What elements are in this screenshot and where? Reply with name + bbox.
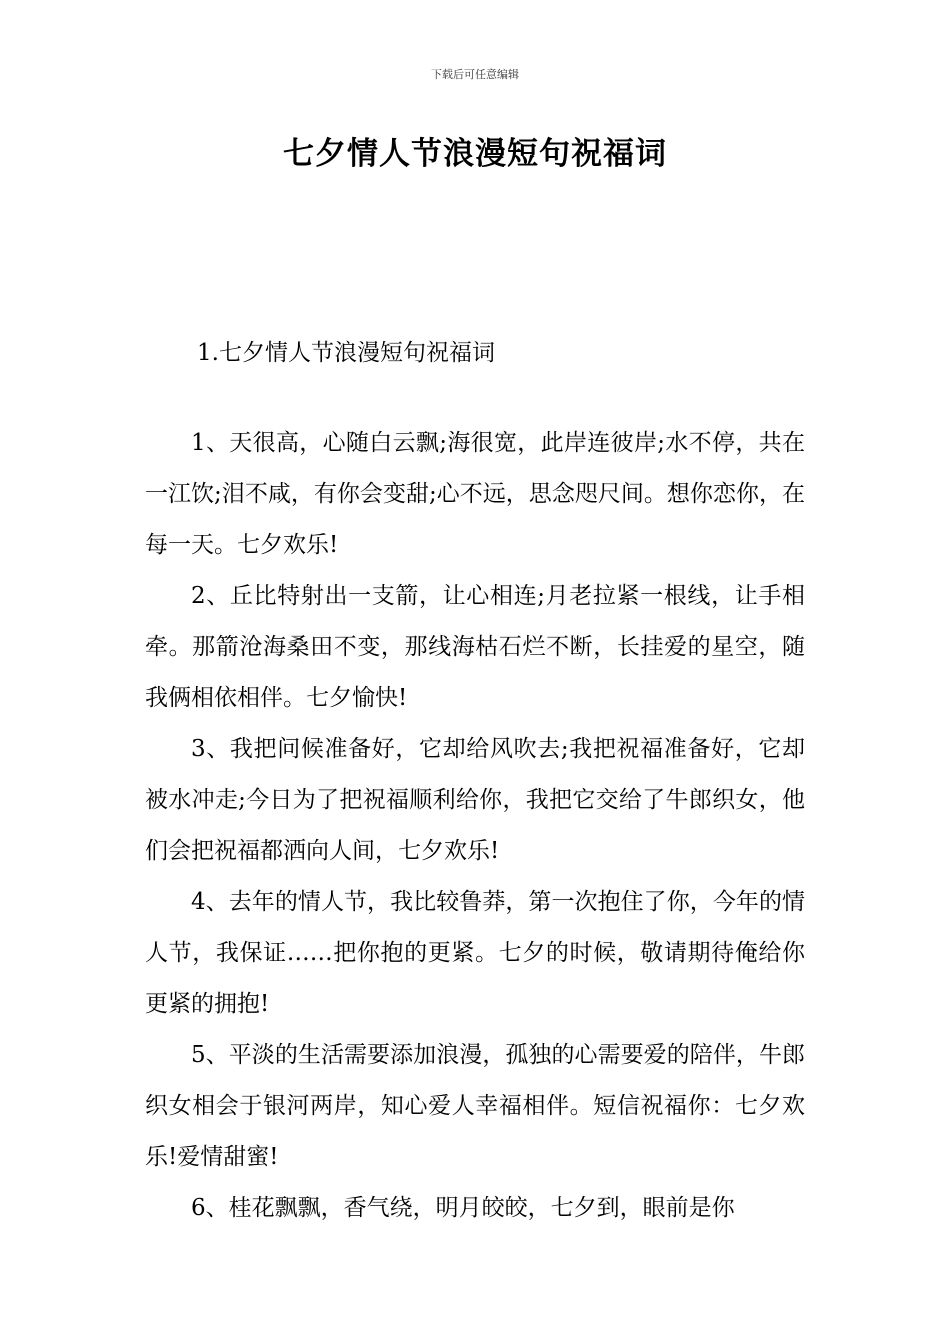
paragraph-1: 1、天很高，心随白云飘;海很宽，此岸连彼岸;水不停，共在一江饮;泪不咸，有你会变甜;心不远，思念咫尺间。想你恋你，在每一天。七夕欢乐! (145, 430, 805, 558)
paragraph-3: 3、我把问候准备好，它却给风吹去;我把祝福准备好，它却被水冲走;今日为了把祝福顺利给你，我把它交给了牛郎织女，他们会把祝福都洒向人间，七夕欢乐! (145, 736, 805, 864)
document-title: 七夕情人节浪漫短句祝福词 (283, 136, 667, 172)
paragraph-5: 5、平淡的生活需要添加浪漫，孤独的心需要爱的陪伴，牛郎织女相会于银河两岸，知心爱人幸福相伴。短信祝福你：七夕欢乐!爱情甜蜜! (145, 1042, 805, 1170)
paragraph-6: 6、桂花飘飘，香气绕，明月皎皎，七夕到，眼前是你 (191, 1195, 735, 1221)
document-body (145, 418, 805, 1234)
header-note: 下载后可任意编辑 (431, 68, 519, 81)
paragraph-2: 2、丘比特射出一支箭，让心相连;月老拉紧一根线，让手相牵。那箭沧海桑田不变，那线海枯石烂不断，长挂爱的星空，随我俩相依相伴。七夕愉快! (145, 583, 805, 711)
paragraph-4: 4、去年的情人节，我比较鲁莽，第一次抱住了你，今年的情人节，我保证……把你抱的更紧。七夕的时候，敬请期待俺给你更紧的拥抱! (145, 889, 805, 1017)
section-heading: 1.七夕情人节浪漫短句祝福词 (197, 340, 495, 366)
